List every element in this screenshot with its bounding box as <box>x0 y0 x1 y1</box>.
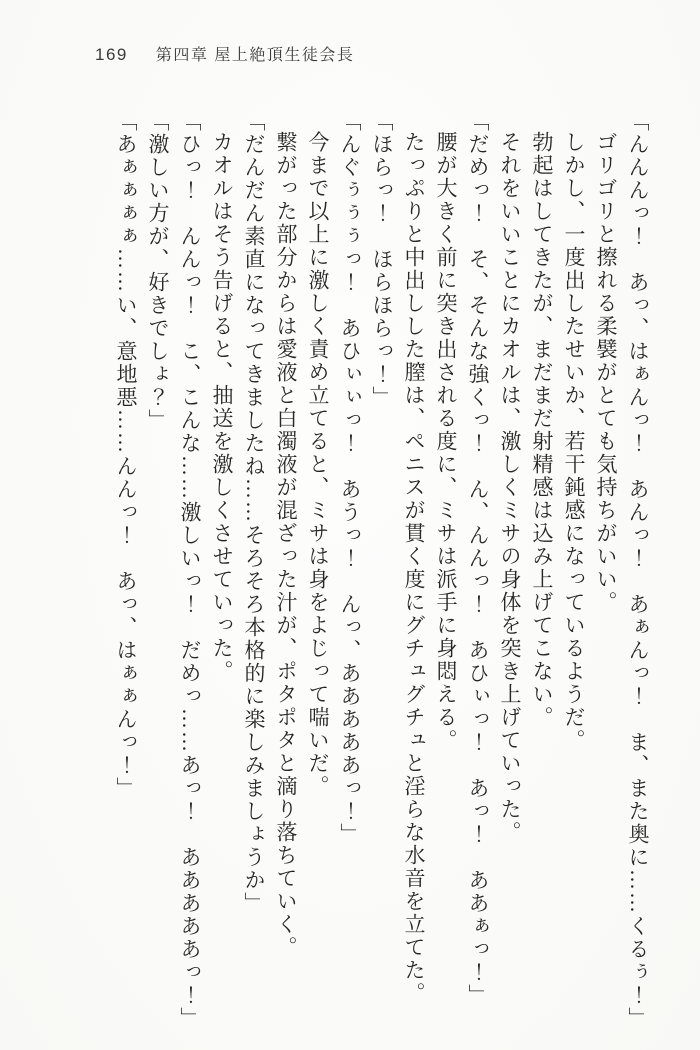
paragraph-narration: しかし、一度出したせいか、若干鈍感になっているようだ。 <box>562 131 586 752</box>
paragraph-narration: 勃起はしてきたが、まだまだ射精感は込み上げてこない。 <box>530 131 554 729</box>
paragraph-dialogue: 「あぁぁぁぁ……い、意地悪……んんっ！ あっ、はぁぁんっ！」 <box>114 110 138 800</box>
paragraph-narration: 今まで以上に激しく責め立てると、ミサは身をよじって喘いだ。 <box>306 131 330 798</box>
paragraph-dialogue: 「激しい方が、好きでしょ？」 <box>146 110 170 432</box>
paragraph-narration: ゴリゴリと擦れる柔襞がとても気持ちがいい。 <box>594 131 618 614</box>
paragraph-dialogue: 「ひっ！ んんっ！ こ、こんな……激しいっ！ だめっ……あっ！ あああああっ！」 <box>178 110 202 1030</box>
paragraph-dialogue: 「んぐぅぅぅっ！ あひぃぃっ！ あうっ！ んっ、あああああっ！」 <box>338 110 362 846</box>
paragraph-narration: カオルはそう告げると、抽送を激しくさせていった。 <box>210 131 234 683</box>
paragraph-narration: たっぷりと中出しした膣は、ペニスが貫く度にグチュグチュと淫らな水音を立てた。 <box>402 131 426 1005</box>
page-number: 169 <box>95 45 128 64</box>
paragraph-narration: それをいいことにカオルは、激しくミサの身体を突き上げていった。 <box>498 131 522 844</box>
chapter-title: 第四章 屋上絶頂生徒会長 <box>155 47 355 64</box>
paragraph-dialogue: 「ほらっ！ ほらほらっ！」 <box>370 110 394 409</box>
vertical-text-block <box>92 110 654 1048</box>
paragraph-narration: 繋がった部分からは愛液と白濁液が混ざった汁が、ポタポタと滴り落ちていく。 <box>274 131 298 959</box>
paragraph-dialogue: 「だんだん素直になってきましたね……そろそろ本格的に楽しみましょうか」 <box>242 110 266 915</box>
paragraph-dialogue: 「だめっ！ そ、そんな強くっ！ ん、んんっ！ あひぃっ！ あっ！ ああぁっ！」 <box>466 110 490 1007</box>
page-header <box>95 42 354 65</box>
paragraph-dialogue: 「んんんっ！ あっ、はぁんっ！ あんっ！ あぁんっ！ ま、また奥に……くるぅ！」 <box>626 110 650 1030</box>
paragraph-narration: 腰が大きく前に突き出される度に、ミサは派手に身悶える。 <box>434 131 458 752</box>
